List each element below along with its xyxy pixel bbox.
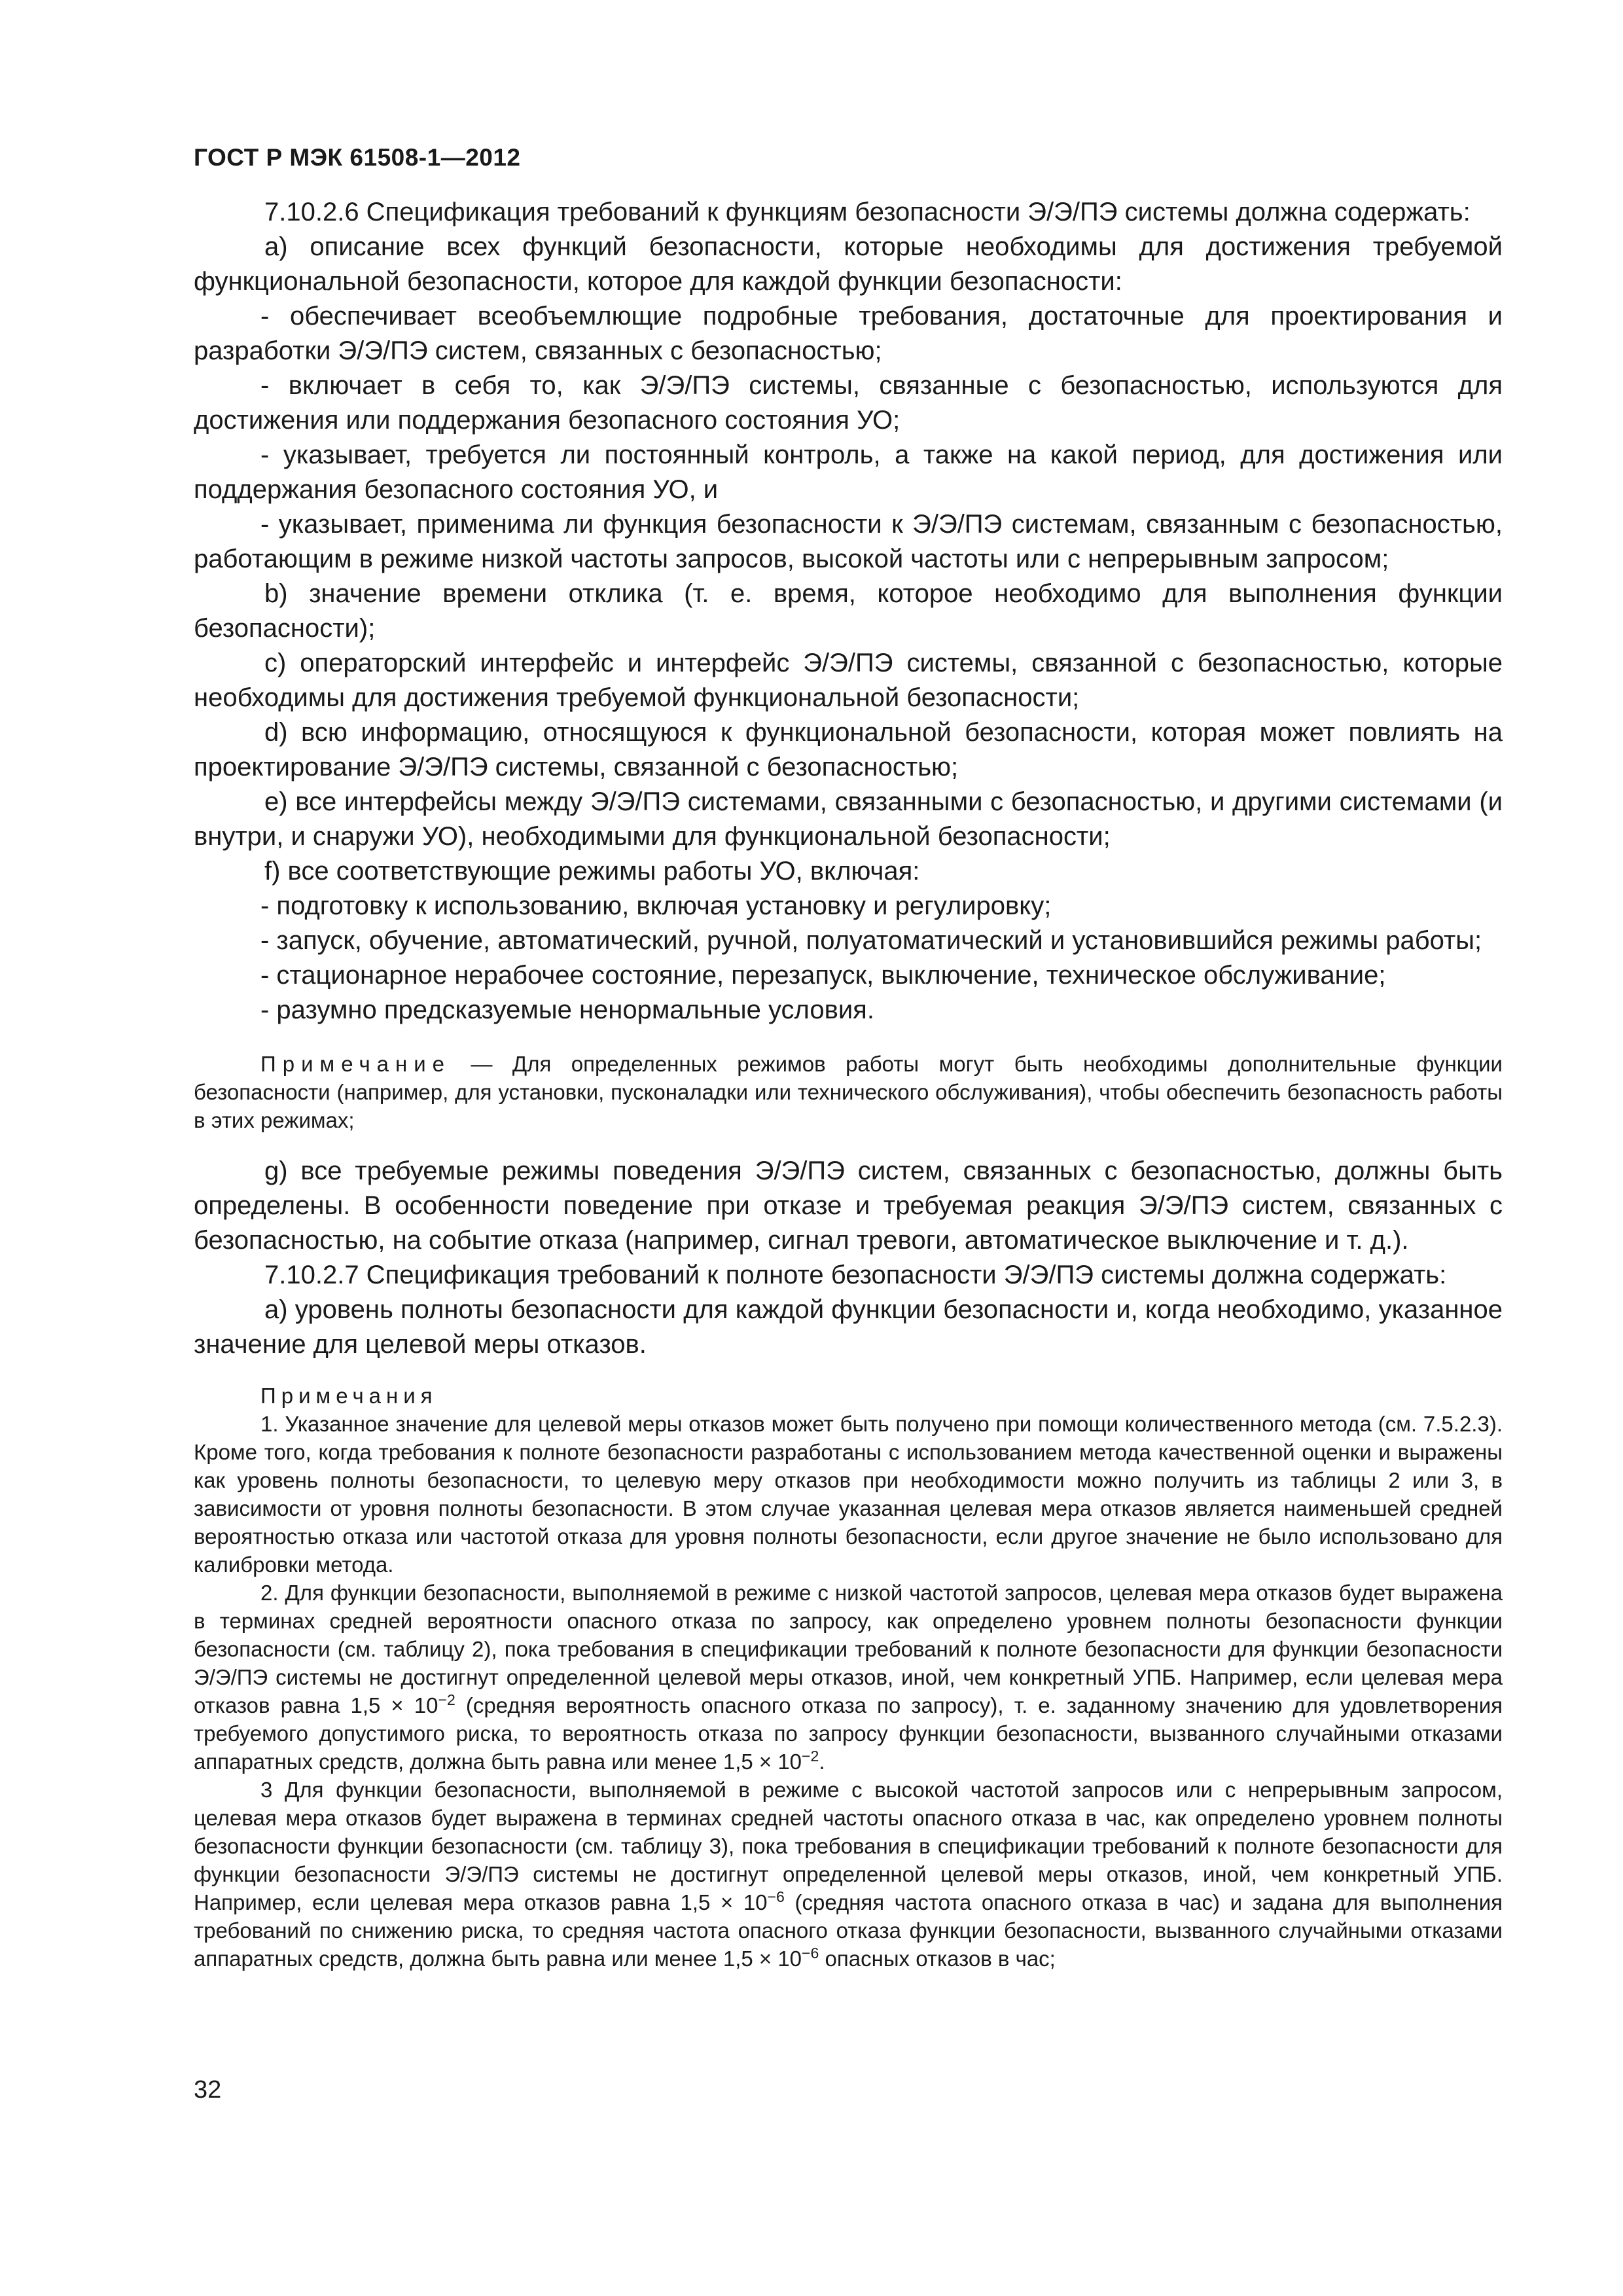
paragraph-sil-item-a: а) уровень полноты безопасности для каждой функции безопасности и, когда необходимо, указанное значение для целевой меры отказов. bbox=[194, 1295, 1503, 1359]
paragraph-item-d: d) всю информацию, относящуюся к функциональной безопасности, которая может повлиять на проектирование Э/Э/ПЭ системы, связанной с безопасностью; bbox=[194, 718, 1503, 781]
note-2-text: 2. Для функции безопасности, выполняемой в режиме с низкой частотой запросов, целевая мера отказов будет выражена в терминах средней вероятности опасного отказа по запросу, как определено уровнем полноты безопасности функции безопасности (см. таблицу 2), пока требования в спецификации требований к полноте безопасности для функции безопасности Э/Э/ПЭ системы не достигнут определенной целевой меры отказов, иной, чем конкретный УПБ. Например, если целевая мера отказов равна 1,5 × 10 bbox=[194, 1581, 1503, 1717]
main-text bbox=[194, 195, 1503, 1028]
mode-list-item: - стационарное нерабочее состояние, перезапуск, выключение, техническое обслуживание; bbox=[260, 961, 1386, 990]
document-page bbox=[194, 144, 1503, 1973]
paragraph-item-c: с) операторский интерфейс и интерфейс Э/Э/ПЭ системы, связанной с безопасностью, которые необходимы для достижения требуемой функциональной безопасности; bbox=[194, 649, 1503, 712]
paragraph-item-e: е) все интерфейсы между Э/Э/ПЭ системами, связанными с безопасностью, и другими системами (и внутри, и снаружи УО), необходимыми для функциональной безопасности; bbox=[194, 787, 1503, 851]
paragraph-dash-3: - указывает, требуется ли постоянный контроль, а также на какой период, для достижения или поддержания безопасного состояния УО, и bbox=[194, 440, 1503, 504]
note-1: 1. Указанное значение для целевой меры отказов может быть получено при помощи количественного метода (см. 7.5.2.3). Кроме того, когда требования к полноте безопасности разработаны с использованием метода качественной оценки и выражены как уровень полноты безопасности, то целевую меру отказов при необходимости можно получить из таблицы 2 или 3, в зависимости от уровня полноты безопасности. В этом случае указанная целевая мера отказов является наименьшей средней вероятностью отказа или частотой отказа для уровня полноты безопасности, если другое значение не было использовано для калибровки метода. bbox=[194, 1412, 1503, 1577]
notes-block bbox=[194, 1382, 1503, 1973]
main-text-continued bbox=[194, 1154, 1503, 1362]
paragraph-item-f: f) все соответствующие режимы работы УО, включая: bbox=[264, 857, 920, 886]
note-3-text: (средняя частота опасного отказа в час) и задана для выполнения требований по снижению риска, то средняя частота опасного отказа функции безопасности, вызванного случайными отказами аппаратных средств, должна быть равна или менее 1,5 × 10 bbox=[194, 1890, 1503, 1971]
paragraph-item-b: b) значение времени отклика (т. е. время, которое необходимо для выполнения функции безопасности); bbox=[194, 579, 1503, 643]
note-3-text: 3 Для функции безопасности, выполняемой в режиме с высокой частотой запросов или с непрерывным запросом, целевая мера отказов будет выражена в терминах средней частоты опасного отказа в час, как определено уровнем полноты безопасности функции безопасности (см. таблицу 3), пока требования в спецификации требований к полноте безопасности для функции безопасности Э/Э/ПЭ системы не достигнут определенной целевой меры отказов, иной, чем конкретный УПБ. Например, если целевая мера отказов равна 1,5 × 10 bbox=[194, 1778, 1503, 1914]
note-block bbox=[194, 1050, 1503, 1134]
mode-list-item: - разумно предсказуемые ненормальные условия. bbox=[260, 996, 874, 1024]
note-3-text: опасных отказов в час; bbox=[819, 1946, 1056, 1971]
note-paragraph bbox=[194, 1050, 1503, 1134]
paragraph-item-g: g) все требуемые режимы поведения Э/Э/ПЭ систем, связанных с безопасностью, должны быть определены. В особенности поведение при отказе и требуемая реакция Э/Э/ПЭ систем, связанных с безопасностью, на событие отказа (например, сигнал тревоги, автоматическое выключение и т. д.). bbox=[194, 1157, 1503, 1255]
note-2-text: (средняя вероятность опасного отказа по запросу), т. е. заданному значению для удовлетворения требуемого допустимого риска, то вероятность отказа по запросу функции безопасности, вызванного случайными отказами аппаратных средств, должна быть равна или менее 1,5 × 10 bbox=[194, 1693, 1503, 1774]
note-3-exponent: −6 bbox=[802, 1945, 819, 1962]
paragraph-item-a: а) описание всех функций безопасности, которые необходимы для достижения требуемой функциональной безопасности, которое для каждой функции безопасности: bbox=[194, 232, 1503, 296]
mode-list-item: - запуск, обучение, автоматический, ручной, полуатоматический и установившийся режимы работы; bbox=[260, 926, 1482, 955]
note-2 bbox=[194, 1579, 1503, 1776]
paragraph-dash-2: - включает в себя то, как Э/Э/ПЭ системы, связанные с безопасностью, используются для достижения или поддержания безопасного состояния УО; bbox=[194, 371, 1503, 435]
notes-title: Примечания bbox=[260, 1384, 438, 1408]
paragraph-dash-4: - указывает, применима ли функция безопасности к Э/Э/ПЭ системам, связанным с безопасностью, работающим в режиме низкой частоты запросов, высокой частоты или с непрерывным запросом; bbox=[194, 510, 1503, 573]
note-3-exponent: −6 bbox=[767, 1888, 785, 1905]
page-number: 32 bbox=[194, 2076, 222, 2104]
paragraph-7-10-2-7: 7.10.2.7 Спецификация требований к полноте безопасности Э/Э/ПЭ системы должна содержать: bbox=[264, 1261, 1447, 1289]
note-label: Примечание bbox=[260, 1052, 452, 1076]
note-2-exponent: −2 bbox=[438, 1691, 455, 1708]
note-2-text: . bbox=[819, 1749, 825, 1774]
note-text: — Для определенных режимов работы могут быть необходимы дополнительные функции безопасности (например, для установки, пусконаладки или технического обслуживания), чтобы обеспечить безопасность работы в этих режимах; bbox=[194, 1052, 1503, 1132]
mode-list-item: - подготовку к использованию, включая установку и регулировку; bbox=[260, 891, 1052, 920]
note-2-exponent: −2 bbox=[802, 1748, 819, 1765]
note-3 bbox=[194, 1776, 1503, 1973]
paragraph-7-10-2-6: 7.10.2.6 Спецификация требований к функциям безопасности Э/Э/ПЭ системы должна содержать: bbox=[264, 198, 1471, 226]
paragraph-dash-1: - обеспечивает всеобъемлющие подробные требования, достаточные для проектирования и разработки Э/Э/ПЭ систем, связанных с безопасностью; bbox=[194, 302, 1503, 365]
document-header: ГОСТ Р МЭК 61508-1—2012 bbox=[194, 144, 521, 171]
